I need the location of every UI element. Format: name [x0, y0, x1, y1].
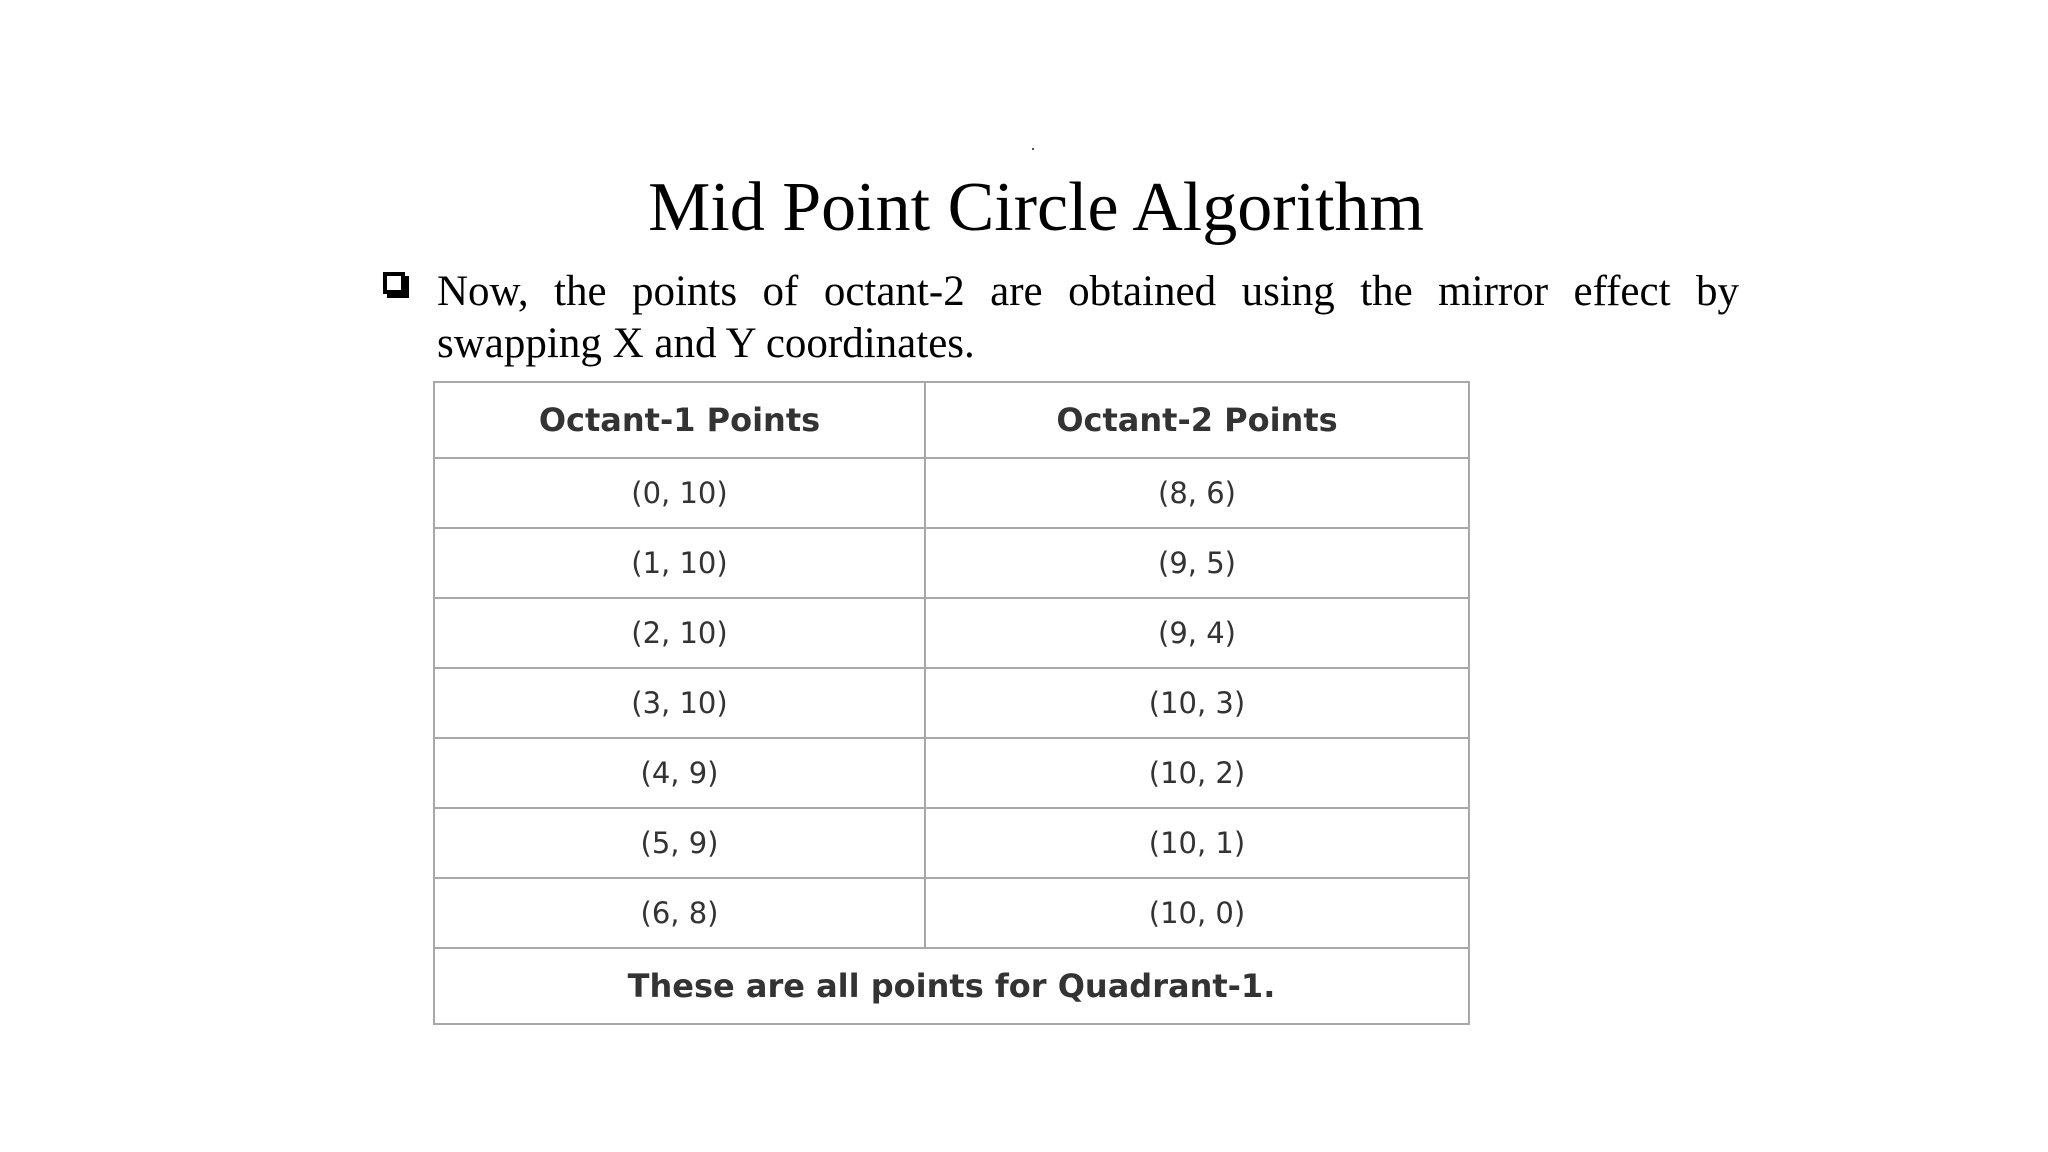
header-octant-2: Octant-2 Points — [925, 382, 1469, 458]
header-octant-1: Octant-1 Points — [434, 382, 925, 458]
octant-1-point: (0, 10) — [434, 458, 925, 528]
slide-title: Mid Point Circle Algorithm — [648, 169, 1424, 246]
octant-2-point: (10, 3) — [925, 668, 1469, 738]
octant-2-point: (9, 4) — [925, 598, 1469, 668]
octant-1-point: (5, 9) — [434, 808, 925, 878]
octant-1-point: (4, 9) — [434, 738, 925, 808]
table-row — [434, 878, 1469, 948]
octant-2-point: (10, 2) — [925, 738, 1469, 808]
octant-2-point: (9, 5) — [925, 528, 1469, 598]
points-table — [433, 381, 1470, 1025]
table-header-row — [434, 382, 1469, 458]
octant-2-point: (10, 1) — [925, 808, 1469, 878]
octant-1-point: (6, 8) — [434, 878, 925, 948]
table-row — [434, 808, 1469, 878]
octant-2-point: (10, 0) — [925, 878, 1469, 948]
bullet-text: Now, the points of octant-2 are obtained using the mirror effect by swapping X and Y coordinates. — [437, 268, 1739, 367]
table-footer: These are all points for Quadrant-1. — [434, 948, 1469, 1024]
table-footer-row — [434, 948, 1469, 1024]
octant-1-point: (1, 10) — [434, 528, 925, 598]
square-bullet-icon — [383, 272, 405, 294]
decorative-dot — [1032, 148, 1034, 150]
table-row — [434, 528, 1469, 598]
table-row — [434, 458, 1469, 528]
table-row — [434, 738, 1469, 808]
table-row — [434, 668, 1469, 738]
octant-1-point: (3, 10) — [434, 668, 925, 738]
octant-2-point: (8, 6) — [925, 458, 1469, 528]
octant-1-point: (2, 10) — [434, 598, 925, 668]
table-row — [434, 598, 1469, 668]
